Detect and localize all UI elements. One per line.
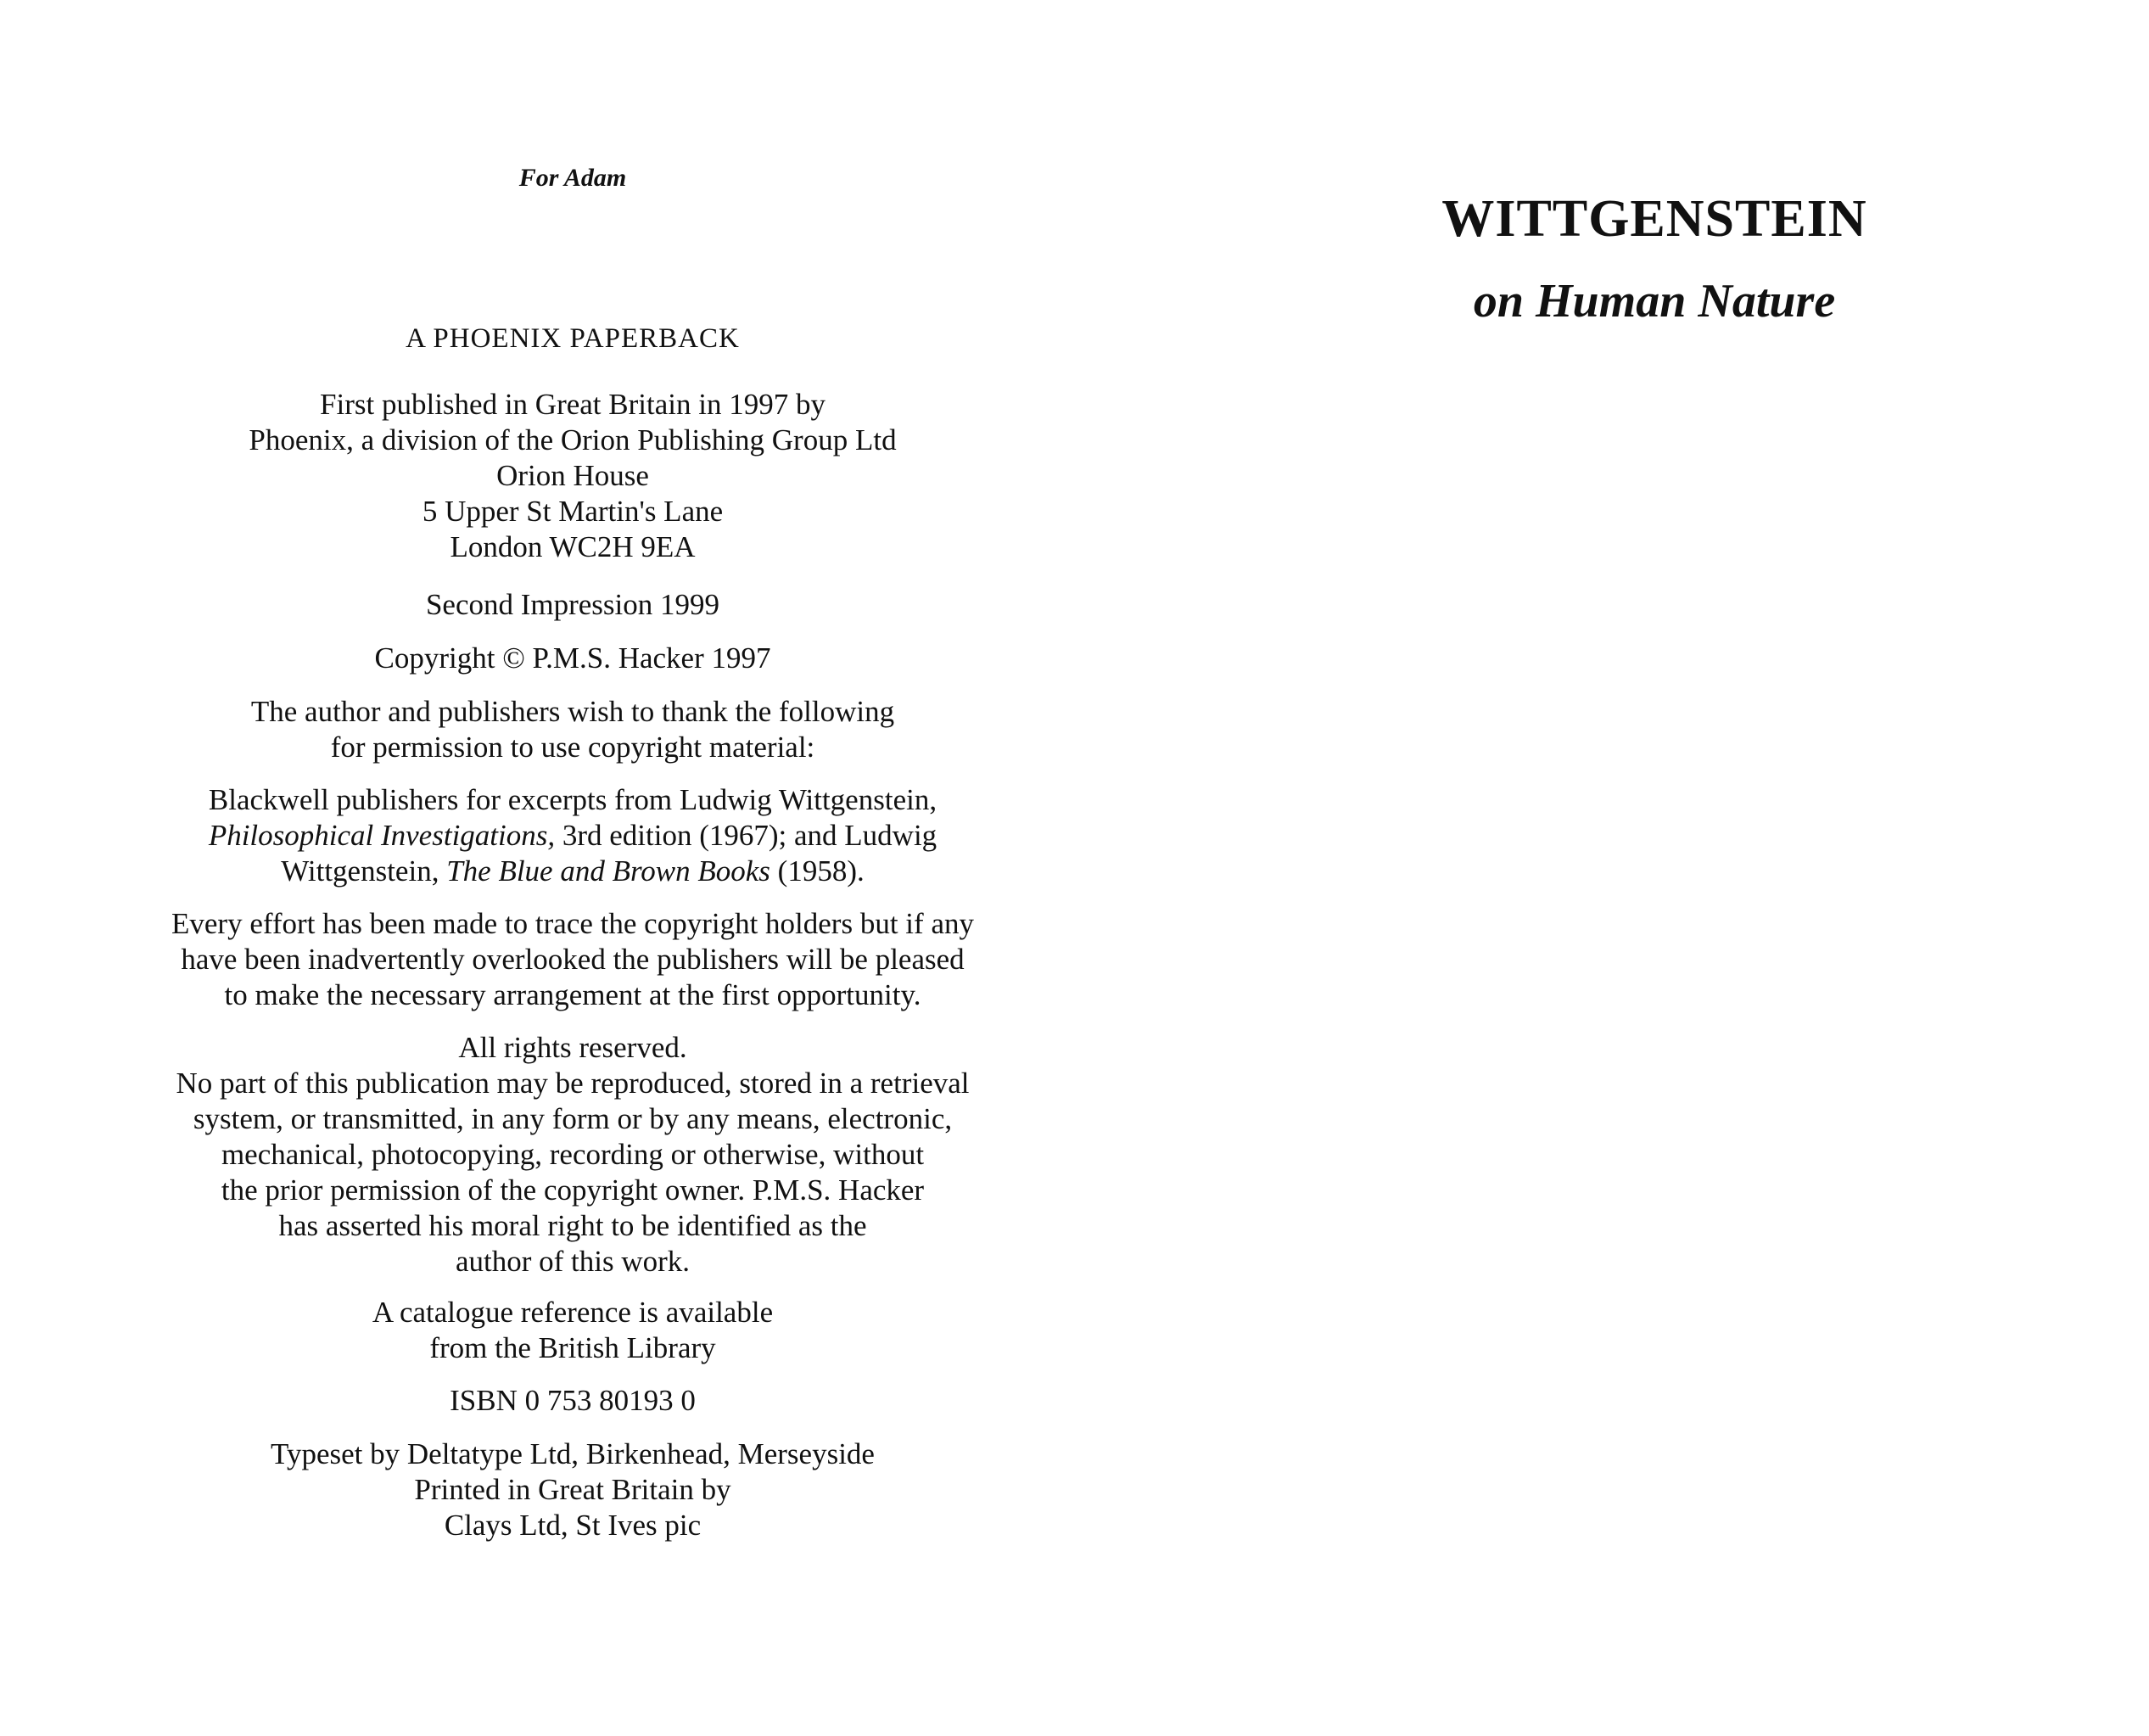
publication-line: Phoenix, a division of the Orion Publishing Group Ltd [249,423,897,456]
typeset-notice [127,1436,1018,1543]
copyright-line: Copyright © P.M.S. Hacker 1997 [374,641,771,675]
permissions-text: 3rd edition (1967); and Ludwig [555,819,937,852]
typeset-line: Clays Ltd, St Ives pic [444,1509,702,1542]
effort-line: to make the necessary arrangement at the first opportunity. [224,978,921,1011]
publication-line: Orion House [496,459,649,492]
impression [127,587,1018,623]
effort-notice [127,906,1018,1013]
isbn-line: ISBN 0 753 80193 0 [450,1384,696,1417]
catalogue-line: from the British Library [429,1331,716,1364]
permissions-line [127,818,1018,854]
thanks-line: The author and publishers wish to thank the following [250,695,895,728]
dedication: For Adam [518,164,627,192]
permissions-line: Blackwell publishers for excerpts from Ludwig Wittgenstein, [208,783,937,816]
rights-line: mechanical, photocopying, recording or otherwise, without [221,1138,925,1171]
rights-line: has asserted his moral right to be identified as the [278,1209,867,1242]
rights-line: system, or transmitted, in any form or by any means, electronic, [193,1102,953,1135]
publication-line: London WC2H 9EA [450,530,696,563]
publication-line: First published in Great Britain in 1997 by [320,388,825,421]
thanks-line: for permission to use copyright material: [330,731,815,764]
copyright-notice [127,641,1018,676]
permissions-text: Wittgenstein, [281,854,447,888]
rights-line: All rights reserved. [458,1031,687,1064]
catalogue-notice [127,1295,1018,1366]
permissions-text: (1958). [769,854,865,888]
rights-line: the prior permission of the copyright owner. P.M.S. Hacker [221,1173,925,1207]
book-title-investigations: Philosophical Investigations, [208,819,556,852]
book-title: WITTGENSTEIN [1441,190,1867,248]
imprint-name: A PHOENIX PAPERBACK [406,323,740,354]
effort-line: have been inadvertently overlooked the publishers will be pleased [181,943,965,976]
rights-line: No part of this publication may be reproduced, stored in a retrieval [176,1067,970,1100]
thanks-notice [127,694,1018,765]
half-title-page [1357,187,1951,331]
rights-line: author of this work. [455,1245,691,1278]
publication-details [127,387,1018,565]
catalogue-line: A catalogue reference is available [372,1296,774,1329]
impression-line: Second Impression 1999 [425,588,720,621]
book-subtitle: on Human Nature [1473,275,1836,328]
permissions-notice [127,782,1018,889]
book-title-blue-brown: The Blue and Brown Books [446,854,770,888]
typeset-line: Typeset by Deltatype Ltd, Birkenhead, Merseyside [271,1437,875,1470]
publication-line: 5 Upper St Martin's Lane [422,495,724,528]
permissions-line [127,854,1018,889]
isbn [127,1383,1018,1419]
effort-line: Every effort has been made to trace the copyright holders but if any [171,907,974,940]
typeset-line: Printed in Great Britain by [414,1473,731,1506]
rights-notice [127,1030,1018,1280]
